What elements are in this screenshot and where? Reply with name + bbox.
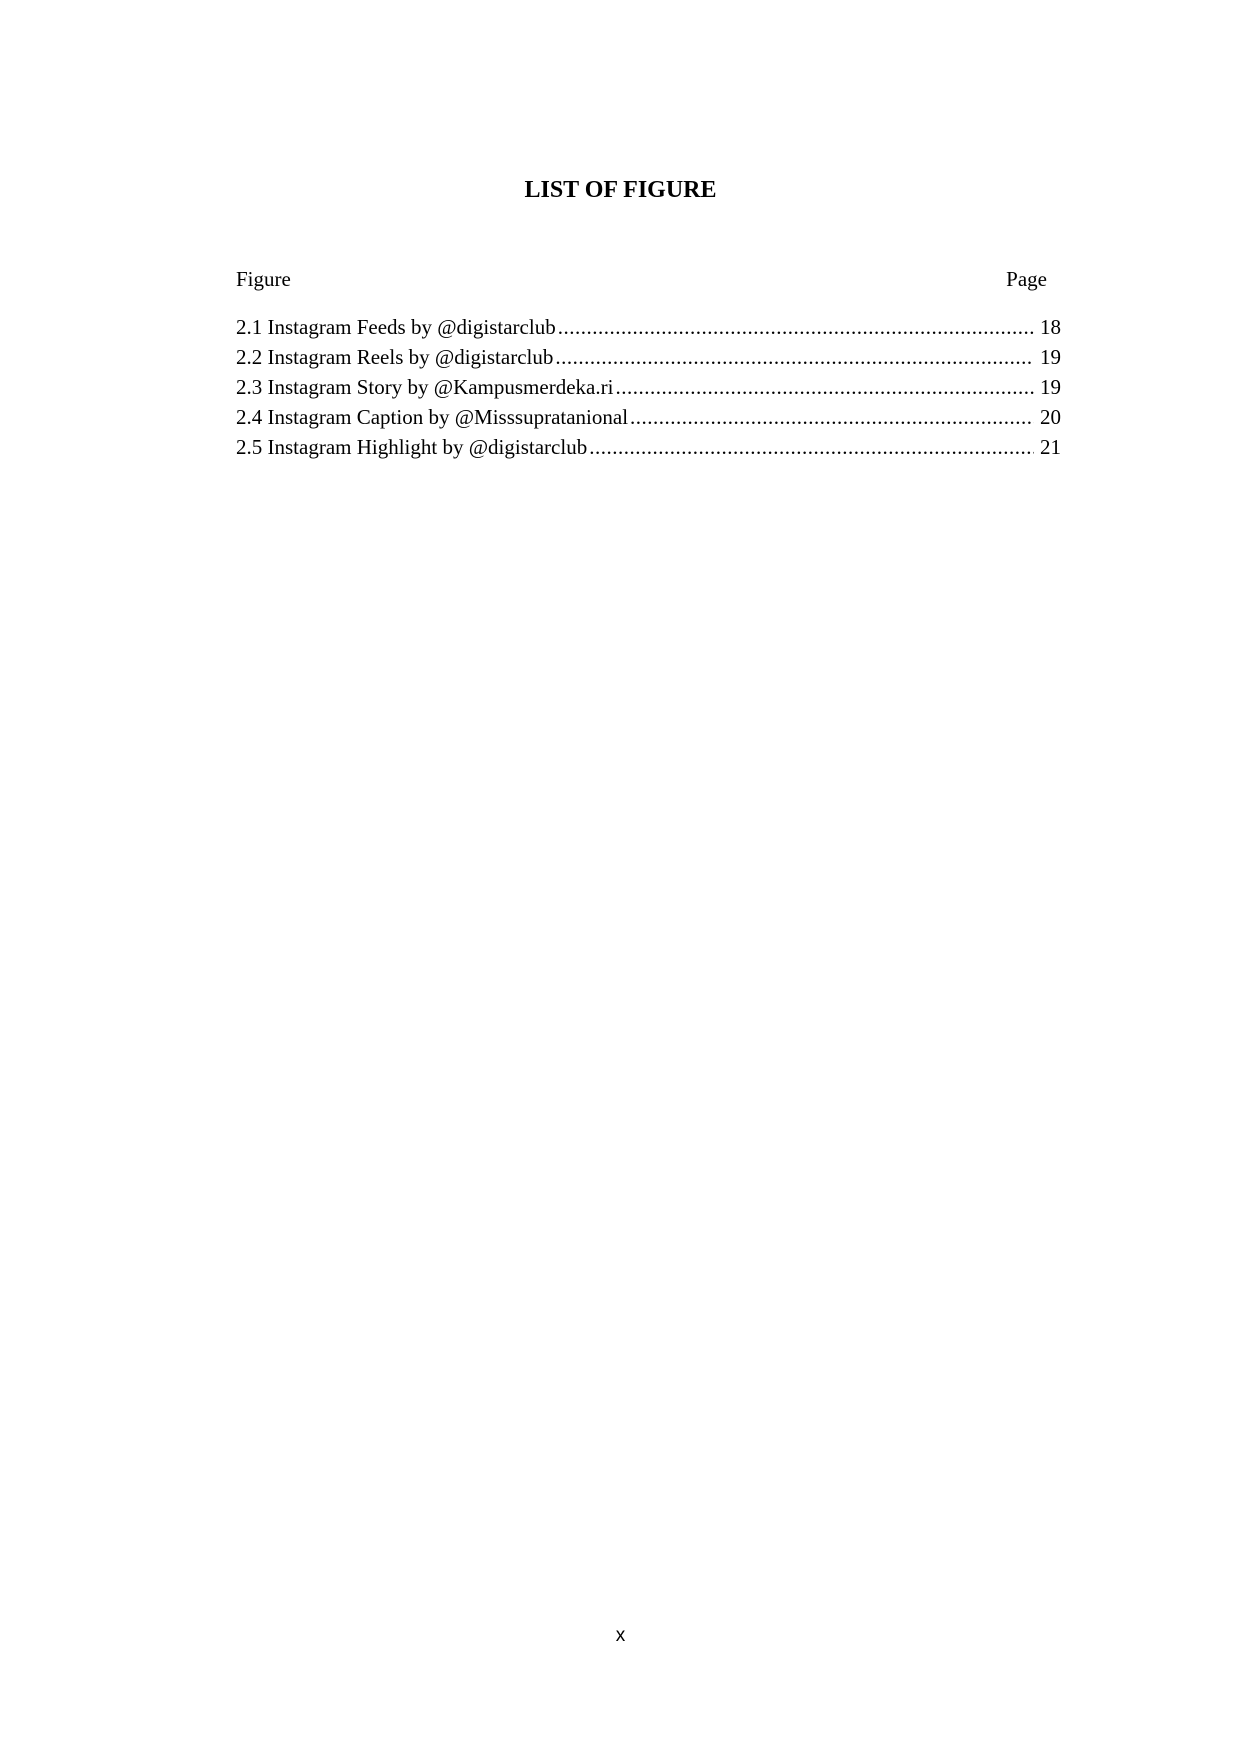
dot-leader <box>615 372 1034 402</box>
figure-entry <box>236 432 1061 462</box>
figure-entry-label: 2.4 Instagram Caption by @Misssupratanional <box>236 405 629 429</box>
dot-leader <box>589 432 1034 462</box>
page-number: x <box>615 1625 626 1646</box>
column-header-row <box>236 266 1056 292</box>
figure-entry <box>236 342 1061 372</box>
page-column-header: Page <box>1006 267 1047 291</box>
dot-leader <box>558 312 1034 342</box>
dot-leader <box>630 402 1034 432</box>
figure-entry-page: 18 <box>1040 315 1061 339</box>
figure-entry <box>236 372 1061 402</box>
figure-entry-label: 2.5 Instagram Highlight by @digistarclub <box>236 435 588 459</box>
figure-entry-label: 2.2 Instagram Reels by @digistarclub <box>236 345 554 369</box>
page-title: LIST OF FIGURE <box>524 177 717 203</box>
figure-column-header: Figure <box>236 267 291 291</box>
figure-entry-label: 2.1 Instagram Feeds by @digistarclub <box>236 315 556 339</box>
figure-entry-label: 2.3 Instagram Story by @Kampusmerdeka.ri <box>236 375 614 399</box>
dot-leader <box>555 342 1034 372</box>
figure-entry-page: 21 <box>1040 435 1061 459</box>
figure-entry <box>236 312 1061 342</box>
figure-entry-page: 19 <box>1040 345 1061 369</box>
figure-entry-page: 20 <box>1040 405 1061 429</box>
figure-entry <box>236 402 1061 432</box>
figure-entry-page: 19 <box>1040 375 1061 399</box>
figure-list <box>236 312 1061 462</box>
